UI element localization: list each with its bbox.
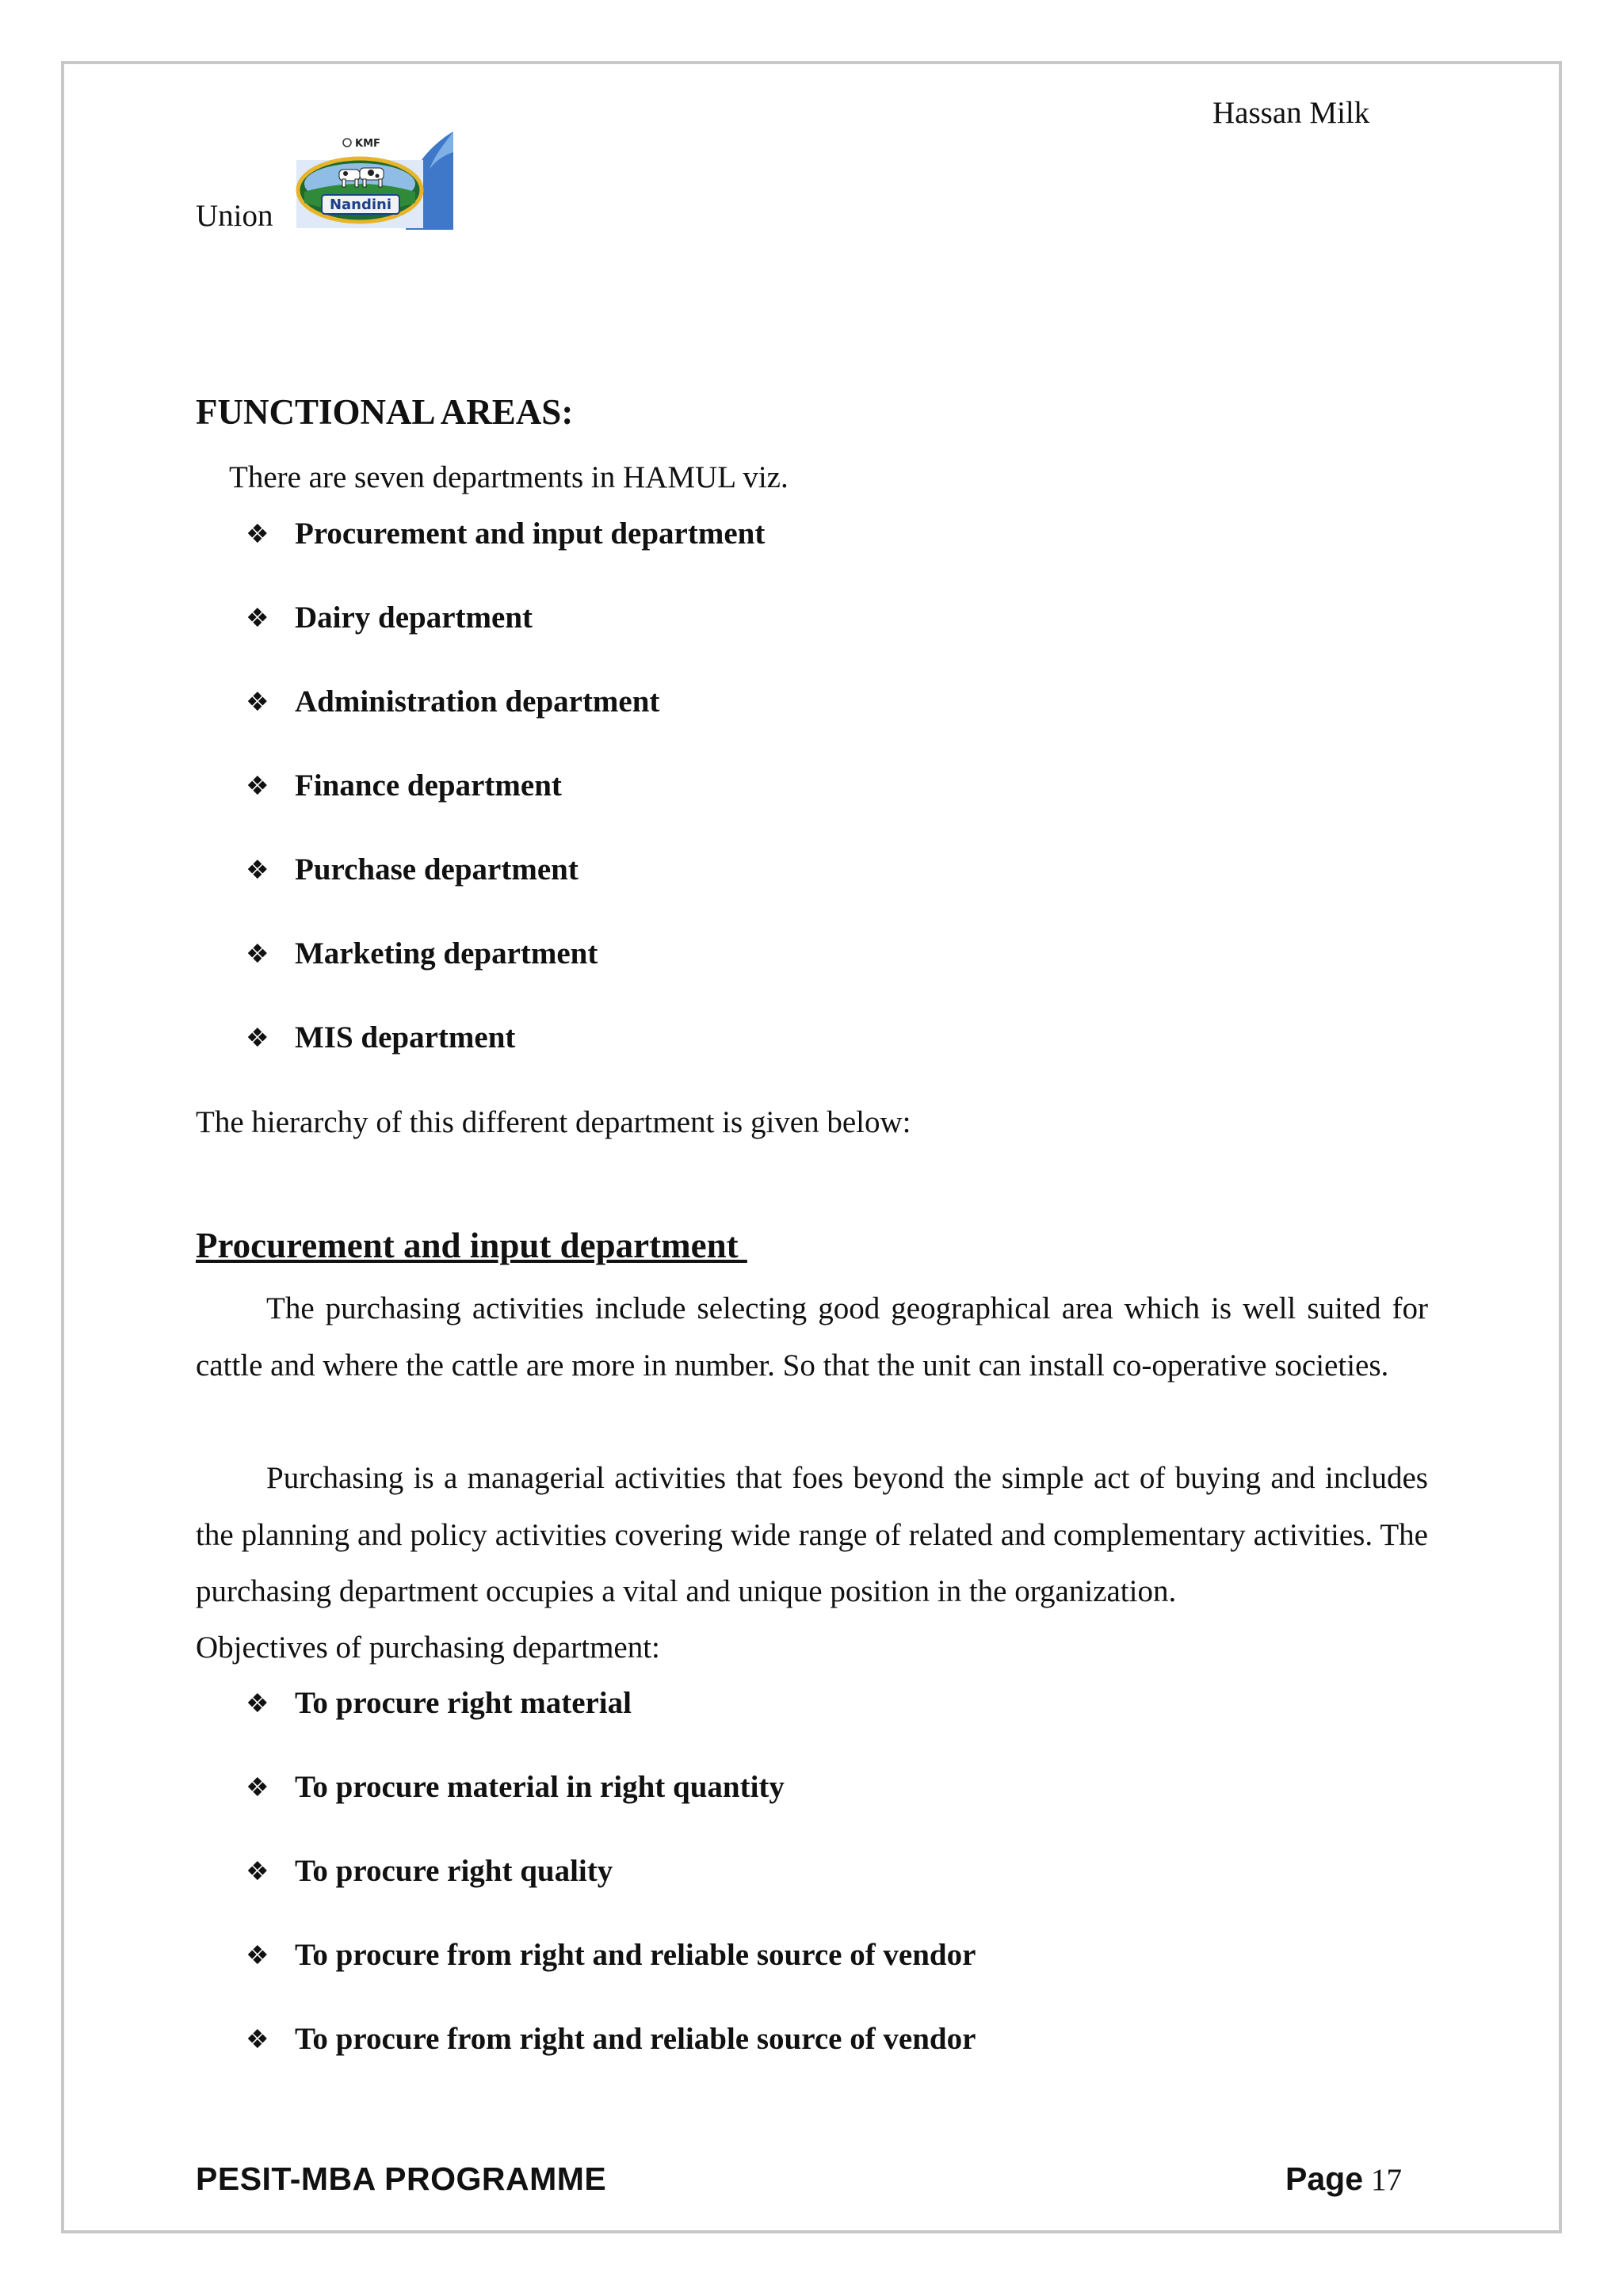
departments-list <box>246 517 765 1104</box>
list-item: ❖ Procurement and input department <box>246 517 766 551</box>
diamond-bullet-icon: ❖ <box>246 518 269 549</box>
page-number: 17 <box>1371 2163 1402 2197</box>
list-item: ❖ To procure from right and reliable source of vendor <box>246 2022 976 2056</box>
page-label: Page <box>1285 2161 1363 2197</box>
diamond-bullet-icon: ❖ <box>246 602 269 633</box>
procurement-paragraph-2 <box>196 1450 1428 1620</box>
diamond-bullet-icon: ❖ <box>246 1022 269 1053</box>
list-item: ❖ To procure right material <box>246 1686 632 1720</box>
list-item: ❖ Purchase department <box>246 852 579 887</box>
diamond-bullet-icon: ❖ <box>246 1688 269 1718</box>
diamond-bullet-icon: ❖ <box>246 686 269 717</box>
list-item: ❖ Finance department <box>246 769 562 803</box>
header-title-left: Union <box>196 199 273 233</box>
list-item: ❖ Administration department <box>246 685 660 719</box>
objectives-list <box>246 1686 976 2106</box>
list-item: ❖ To procure right quality <box>246 1854 613 1888</box>
svg-text:KMF: KMF <box>355 138 380 150</box>
diamond-bullet-icon: ❖ <box>246 770 269 801</box>
diamond-bullet-icon: ❖ <box>246 1855 269 1886</box>
diamond-bullet-icon: ❖ <box>246 2023 269 2054</box>
svg-text:Nandini: Nandini <box>329 196 392 213</box>
footer-programme: PESIT-MBA PROGRAMME <box>196 2161 607 2197</box>
functional-areas-heading: FUNCTIONAL AREAS: <box>196 392 574 432</box>
procurement-paragraph-1-text: The purchasing activities include selecting good geographical area which is well suited for cattle and where the cattle are more in number. So that the unit can install co-operative societies. <box>196 1291 1428 1383</box>
list-item: ❖ MIS department <box>246 1020 516 1055</box>
list-item: ❖ To procure from right and reliable source of vendor <box>246 1938 976 1972</box>
diamond-bullet-icon: ❖ <box>246 1939 269 1970</box>
nandini-kmf-logo-icon <box>295 132 453 230</box>
hierarchy-text: The hierarchy of this different department is given below: <box>196 1105 911 1139</box>
list-item: ❖ Dairy department <box>246 601 533 635</box>
list-item: ❖ Marketing department <box>246 936 598 971</box>
procurement-heading: Procurement and input department <box>196 1226 747 1265</box>
procurement-paragraph-2-text: Purchasing is a managerial activities that foes beyond the simple act of buying and includes the planning and policy activities covering wide range of related and complementary activities. The purchasing department occupies a vital and unique position in the organization. <box>196 1461 1428 1608</box>
diamond-bullet-icon: ❖ <box>246 938 269 969</box>
header-title-right: Hassan Milk <box>1212 96 1370 130</box>
footer-page <box>1285 2161 1402 2198</box>
objectives-label: Objectives of purchasing department: <box>196 1630 660 1665</box>
diamond-bullet-icon: ❖ <box>246 854 269 885</box>
list-item: ❖ To procure material in right quantity <box>246 1770 785 1804</box>
diamond-bullet-icon: ❖ <box>246 1772 269 1802</box>
procurement-paragraph-1 <box>196 1280 1428 1394</box>
departments-intro: There are seven departments in HAMUL viz. <box>229 460 789 494</box>
